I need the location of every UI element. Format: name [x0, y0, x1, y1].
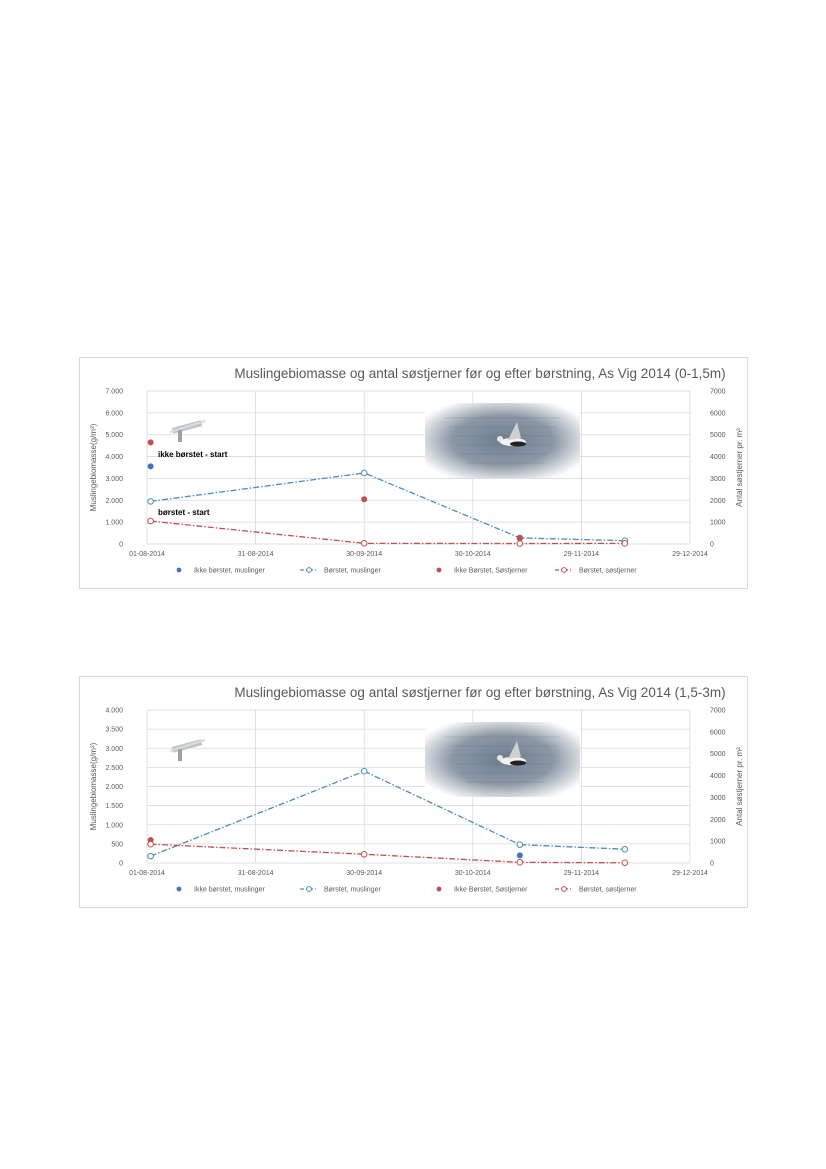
duck-head — [497, 436, 503, 442]
legend-label-0: Ikke børstet, muslinger — [194, 886, 265, 894]
y-right-tick-label: 4000 — [710, 454, 726, 462]
chart-2-svg — [80, 677, 749, 909]
series-point-1 — [361, 470, 367, 476]
duck-belly — [510, 442, 526, 447]
legend-marker-2 — [437, 887, 442, 892]
y-left-tick-label: 3.500 — [105, 726, 123, 734]
series-point-2 — [148, 439, 154, 445]
x-tick-label: 29-11-2014 — [563, 551, 600, 558]
legend-marker-3 — [562, 887, 567, 892]
y-right-axis-title: Antal søstjerner pr. m² — [735, 747, 744, 826]
y-left-tick-label: 4.000 — [105, 454, 123, 462]
y-left-tick-label: 6.000 — [105, 410, 123, 418]
x-tick-label: 30-09-2014 — [346, 551, 383, 558]
legend-marker-2 — [437, 568, 442, 573]
series-point-3 — [622, 541, 628, 547]
duck-head — [497, 755, 503, 761]
legend-label-1: Børstet, muslinger — [324, 886, 381, 894]
y-left-tick-label: 500 — [111, 841, 123, 849]
y-right-tick-label: 2000 — [710, 497, 726, 505]
y-right-tick-label: 7000 — [710, 707, 726, 715]
series-point-2 — [361, 496, 367, 502]
x-tick-label: 30-10-2014 — [454, 870, 491, 877]
x-tick-label: 30-09-2014 — [346, 870, 383, 877]
legend-label-1: Børstet, muslinger — [324, 567, 381, 575]
brush-icon — [170, 420, 205, 442]
chart-1-title: Muslingebiomasse og antal søstjerner før og efter børstning, As Vig 2014 (0-1,5m) — [234, 366, 726, 381]
legend-label-2: Ikke Børstet, Søstjerner — [454, 886, 528, 894]
duck-photo-image — [425, 722, 580, 797]
y-right-tick-label: 3000 — [710, 794, 726, 802]
series-line-1 — [151, 473, 625, 541]
y-left-tick-label: 3.000 — [105, 475, 123, 483]
legend-marker-0 — [177, 568, 182, 573]
series-point-3 — [622, 860, 628, 866]
y-right-tick-label: 5000 — [710, 751, 726, 759]
y-left-tick-label: 1.500 — [105, 803, 123, 811]
y-left-tick-label: 1.000 — [105, 822, 123, 830]
x-tick-label: 01-08-2014 — [129, 870, 165, 877]
x-tick-label: 30-10-2014 — [454, 551, 491, 558]
series-point-0 — [148, 463, 154, 469]
brush-icon — [170, 739, 205, 761]
series-point-2 — [517, 535, 523, 541]
annotation-ikke-borstet-start: ikke børstet - start — [158, 450, 228, 459]
legend-marker-1 — [307, 887, 312, 892]
y-right-tick-label: 6000 — [710, 729, 726, 737]
series-point-3 — [361, 851, 367, 857]
legend-marker-1 — [307, 568, 312, 573]
x-tick-label: 01-08-2014 — [129, 551, 165, 558]
x-tick-label: 29-12-2014 — [672, 551, 708, 558]
series-point-3 — [148, 841, 154, 847]
y-left-tick-label: 7.000 — [105, 388, 123, 396]
y-left-tick-label: 2.000 — [105, 497, 123, 505]
series-point-3 — [517, 541, 523, 547]
series-point-1 — [517, 842, 523, 848]
legend-marker-0 — [177, 887, 182, 892]
y-right-tick-label: 4000 — [710, 773, 726, 781]
series-line-3 — [151, 521, 625, 544]
y-left-axis-title: Muslingebiomasse(g/m²) — [89, 423, 98, 512]
duck-photo-image — [425, 403, 580, 478]
chart-2-panel — [79, 676, 748, 908]
legend-marker-3 — [562, 568, 567, 573]
y-left-tick-label: 2.500 — [105, 764, 123, 772]
y-right-tick-label: 6000 — [710, 410, 726, 418]
series-point-1 — [148, 853, 154, 859]
y-right-tick-label: 0 — [710, 541, 714, 549]
series-point-1 — [622, 846, 628, 852]
y-right-tick-label: 5000 — [710, 432, 726, 440]
x-tick-label: 31-08-2014 — [237, 551, 274, 558]
chart-1-panel — [79, 357, 748, 589]
y-left-tick-label: 1.000 — [105, 519, 123, 527]
series-point-3 — [517, 860, 523, 866]
y-right-axis-title: Antal søstjerner pr. m² — [735, 428, 744, 507]
series-point-3 — [361, 541, 367, 547]
series-point-1 — [361, 768, 367, 774]
series-point-3 — [148, 518, 154, 524]
y-left-tick-label: 2.000 — [105, 784, 123, 791]
chart-1-svg — [80, 358, 749, 590]
y-right-tick-label: 7000 — [710, 388, 726, 396]
x-tick-label: 31-08-2014 — [237, 870, 274, 877]
y-left-tick-label: 0 — [119, 541, 123, 549]
duck-belly — [510, 761, 526, 766]
y-left-axis-title: Muslingebiomasse(g/m²) — [89, 742, 98, 831]
y-left-tick-label: 4.000 — [105, 707, 123, 715]
series-line-3 — [151, 844, 625, 863]
annotation-borstet-start: børstet - start — [158, 508, 210, 517]
series-point-0 — [517, 852, 523, 858]
y-right-tick-label: 2000 — [710, 816, 726, 824]
brush-icon-handle — [178, 749, 182, 761]
legend-label-0: Ikke børstet, muslinger — [194, 567, 265, 575]
brush-icon-handle — [178, 430, 182, 442]
y-right-tick-label: 3000 — [710, 475, 726, 483]
x-tick-label: 29-11-2014 — [563, 870, 600, 877]
y-left-tick-label: 0 — [119, 860, 123, 868]
series-point-1 — [148, 499, 154, 505]
legend-label-2: Ikke Børstet, Søstjerner — [454, 567, 528, 575]
y-right-tick-label: 0 — [710, 860, 714, 868]
legend-label-3: Børstet, søstjerner — [579, 886, 637, 894]
legend-label-3: Børstet, søstjerner — [579, 567, 637, 575]
y-left-tick-label: 3.000 — [105, 745, 123, 753]
x-tick-label: 29-12-2014 — [672, 870, 708, 877]
y-right-tick-label: 1000 — [710, 838, 726, 846]
y-left-tick-label: 5.000 — [105, 432, 123, 440]
y-right-tick-label: 1000 — [710, 519, 726, 527]
chart-2-title: Muslingebiomasse og antal søstjerner før og efter børstning, As Vig 2014 (1,5-3m) — [234, 685, 726, 700]
